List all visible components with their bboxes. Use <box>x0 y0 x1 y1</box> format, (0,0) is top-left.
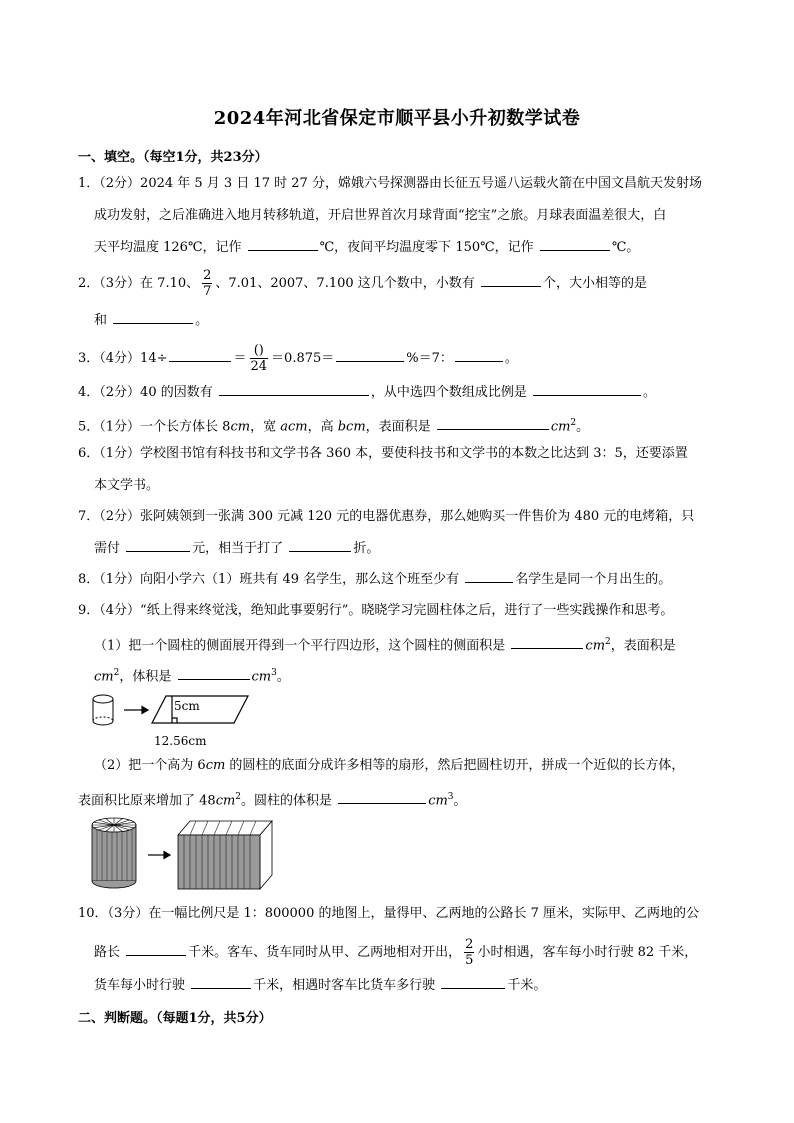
q2-text-and: 和 <box>94 313 108 328</box>
q5-var-a: a <box>280 419 288 435</box>
q2-blank-2[interactable] <box>113 311 193 324</box>
q3-blank-3[interactable] <box>455 349 503 362</box>
q4-blank-2[interactable] <box>533 383 641 396</box>
q10-fraction-denominator: 5 <box>465 953 474 968</box>
q5-var-b: b <box>337 419 347 435</box>
q3-fraction <box>250 343 269 374</box>
q9-p1-unit-1: cm <box>585 638 606 654</box>
q9-part2-line-1 <box>94 757 684 775</box>
sectored-cylinder-icon <box>92 818 136 888</box>
q1-text-b: ℃，夜间平均温度零下 150℃，记作 <box>319 240 534 255</box>
q9-p2-text-e: 。圆柱的体积是 <box>241 793 333 809</box>
q3-blank-2[interactable] <box>336 349 404 362</box>
q8-line <box>78 570 671 589</box>
q6-line-1: 6．（1分）学校图书馆有科技书和文学书各 360 本，要使科技书和文学书的本数之比达到 3：5，还要添置 <box>78 446 688 461</box>
q2-text-a: 2．（3分）在 7.10、 <box>78 276 200 291</box>
q7-text-b: 元，相当于打了 <box>192 541 284 556</box>
q2-line-1 <box>78 268 647 299</box>
q9-part2-line-2 <box>78 788 467 810</box>
q10-blank-1[interactable] <box>126 943 186 956</box>
q10-text-b: 千米。客车、货车同时从甲、乙两地相对开出， <box>188 945 462 960</box>
q4-line <box>78 383 656 402</box>
q1-blank-2[interactable] <box>540 238 610 251</box>
q5-text-b: ，宽 <box>250 419 281 435</box>
q6-line-2: 本文学书。 <box>94 478 160 493</box>
q9-p2-sup-2: 3 <box>447 792 454 802</box>
q8-text-a: 8．（1分）向阳小学六（1）班共有 49 名学生，那么这个班至少有 <box>78 572 460 587</box>
q2-text-c: 个，大小相等的是 <box>542 276 647 291</box>
q10-text-d: 货车每小时行驶 <box>94 978 186 993</box>
q9-p1-blank-2[interactable] <box>178 667 250 680</box>
q5-unit-area: cm <box>550 419 571 435</box>
q10-fraction-numerator: 2 <box>465 937 474 952</box>
q1-text-c: ℃。 <box>611 240 640 255</box>
q2-fraction <box>202 268 212 299</box>
q10-fraction <box>464 937 474 968</box>
q5-unit-cm-3: cm <box>346 419 366 435</box>
q9-p2-text-b: 的圆柱的底面分成许多相等的扇形，然后把圆柱切开，拼成一个近似的长方体， <box>225 758 685 773</box>
q9-p2-text-g: 。 <box>453 793 467 809</box>
q10-blank-3[interactable] <box>441 976 505 989</box>
q3-line <box>78 343 518 374</box>
q8-text-b: 名学生是同一个月出生的。 <box>515 572 672 587</box>
q9-p1-unit-3: cm <box>251 669 272 685</box>
q9-line-1: 9．（4分）“纸上得来终觉浅，绝知此事要躬行”。晓晓学习完圆柱体之后，进行了一些实践操作和思考。 <box>78 603 674 618</box>
q2-text-end: 。 <box>195 313 209 328</box>
q2-blank-1[interactable] <box>481 274 541 287</box>
q9-p1-text-g: 。 <box>276 669 290 685</box>
q5-text-d: ，表面积是 <box>365 419 431 435</box>
section-2-heading: 二、判断题。（每题1分，共5分） <box>78 1011 272 1026</box>
q9-p2-unit-area: cm <box>215 793 236 809</box>
q7-text-c: 折。 <box>353 541 380 556</box>
q4-text-c: 。 <box>643 385 657 400</box>
q4-text-b: ，从中选四个数组成比例是 <box>370 385 527 400</box>
q9-p2-text-a: （2）把一个高为 6 <box>94 758 206 773</box>
q2-line-2 <box>94 311 208 330</box>
q9-p1-sup-3: 3 <box>271 668 277 678</box>
q10-blank-2[interactable] <box>191 976 251 989</box>
q3-fraction-denominator: 24 <box>250 359 268 374</box>
q7-blank-2[interactable] <box>289 539 351 552</box>
q9-p1-sup-2: 2 <box>113 668 120 678</box>
q5-unit-cm-2: cm <box>287 419 308 435</box>
q9-p1-blank-1[interactable] <box>511 636 583 649</box>
q9-p2-unit-vol: cm <box>428 793 448 809</box>
q10-line-1: 10．（3分）在一幅比例尺是 1：800000 的地图上，量得甲、乙两地的公路长 7 厘米，实际甲、乙两地的公 <box>78 906 700 921</box>
q3-text-d: %＝7： <box>406 351 453 366</box>
q5-text-a: 5．（1分）一个长方体长 8 <box>78 419 231 435</box>
q7-line-1: 7．（2分）张阿姨领到一张满 300 元减 120 元的电器优惠券，那么她购买一件售价为 480 元的电烤箱，只 <box>78 509 695 524</box>
q5-line <box>78 414 589 436</box>
q9-fig-height-label: 5cm <box>174 699 200 713</box>
q9-figure-1 <box>92 693 252 751</box>
q9-p1-unit-2: cm <box>94 669 114 685</box>
q7-text-a: 需付 <box>94 541 121 556</box>
q10-line-2 <box>94 937 697 968</box>
q3-text-c: ＝0.875＝ <box>271 351 335 366</box>
arrow-right-icon-2 <box>148 852 170 859</box>
q9-p1-text-c: ，表面积是 <box>610 638 676 654</box>
q2-fraction-numerator: 2 <box>203 268 212 283</box>
q9-p2-unit: cm <box>205 758 226 773</box>
q3-fraction-numerator: () <box>250 343 269 359</box>
cylinder-icon <box>93 695 113 725</box>
approximate-cuboid-shape <box>178 821 272 889</box>
arrow-right-icon <box>124 707 148 714</box>
q10-line-3 <box>94 976 546 995</box>
q9-p2-blank[interactable] <box>338 791 426 804</box>
q9-figure-2 <box>90 815 275 895</box>
q10-text-a: 路长 <box>94 945 121 960</box>
q4-blank-1[interactable] <box>219 383 369 396</box>
q1-blank-1[interactable] <box>248 238 318 251</box>
q9-part1-line-2 <box>94 664 290 686</box>
q3-text-a: 3．（4分）14÷ <box>78 351 168 366</box>
q3-text-b: ＝ <box>233 351 247 366</box>
q5-blank[interactable] <box>437 417 549 430</box>
q1-text-a: 天平均温度 126℃，记作 <box>94 240 242 255</box>
q8-blank[interactable] <box>465 570 513 583</box>
q1-line-1: 1．（2分）2024 年 5 月 3 日 17 时 27 分，嫦娥六号探测器由长征五号遥八运载火箭在中国文昌航天发射场 <box>78 176 702 191</box>
q2-fraction-denominator: 7 <box>203 284 212 299</box>
q7-line-2 <box>94 539 379 558</box>
exam-title: 2024年河北省保定市顺平县小升初数学试卷 <box>213 108 581 129</box>
q9-p2-text-c: 表面积比原来增加了 48 <box>78 793 216 809</box>
q9-fig-width-label: 12.56cm <box>154 734 207 748</box>
q7-blank-1[interactable] <box>126 539 190 552</box>
q3-text-e: 。 <box>504 351 518 366</box>
q10-text-e: 千米，相遇时客车比货车多行驶 <box>253 978 436 993</box>
section-1-heading: 一、填空。（每空1分，共23分） <box>78 150 268 165</box>
q2-text-b: 、7.01、2007、7.100 这几个数中，小数有 <box>215 276 475 291</box>
q9-p1-text-e: ，体积是 <box>119 669 172 685</box>
q9-p1-sup-1: 2 <box>605 637 611 647</box>
q10-text-c: 小时相遇，客车每小时行驶 82 千米， <box>477 945 698 960</box>
q3-blank-1[interactable] <box>169 349 231 362</box>
q10-text-f: 千米。 <box>507 978 547 993</box>
q5-unit-sup: 2 <box>570 418 577 428</box>
q9-p2-sup-1: 2 <box>235 792 242 802</box>
q4-text-a: 4．（2分）40 的因数有 <box>78 385 213 400</box>
q5-unit-cm: cm <box>230 419 251 435</box>
q5-text-f: 。 <box>576 419 590 435</box>
q9-part1-line-1 <box>94 633 676 655</box>
q1-line-2: 成功发射，之后准确进入地月转移轨道，开启世界首次月球背面“挖宝”之旅。月球表面温差很大，白 <box>94 208 667 223</box>
parallelogram-shape <box>152 696 248 723</box>
q1-line-3 <box>94 238 639 257</box>
q9-p1-text-a: （1）把一个圆柱的侧面展开得到一个平行四边形，这个圆柱的侧面积是 <box>94 638 506 654</box>
q5-text-c: ，高 <box>307 419 338 435</box>
